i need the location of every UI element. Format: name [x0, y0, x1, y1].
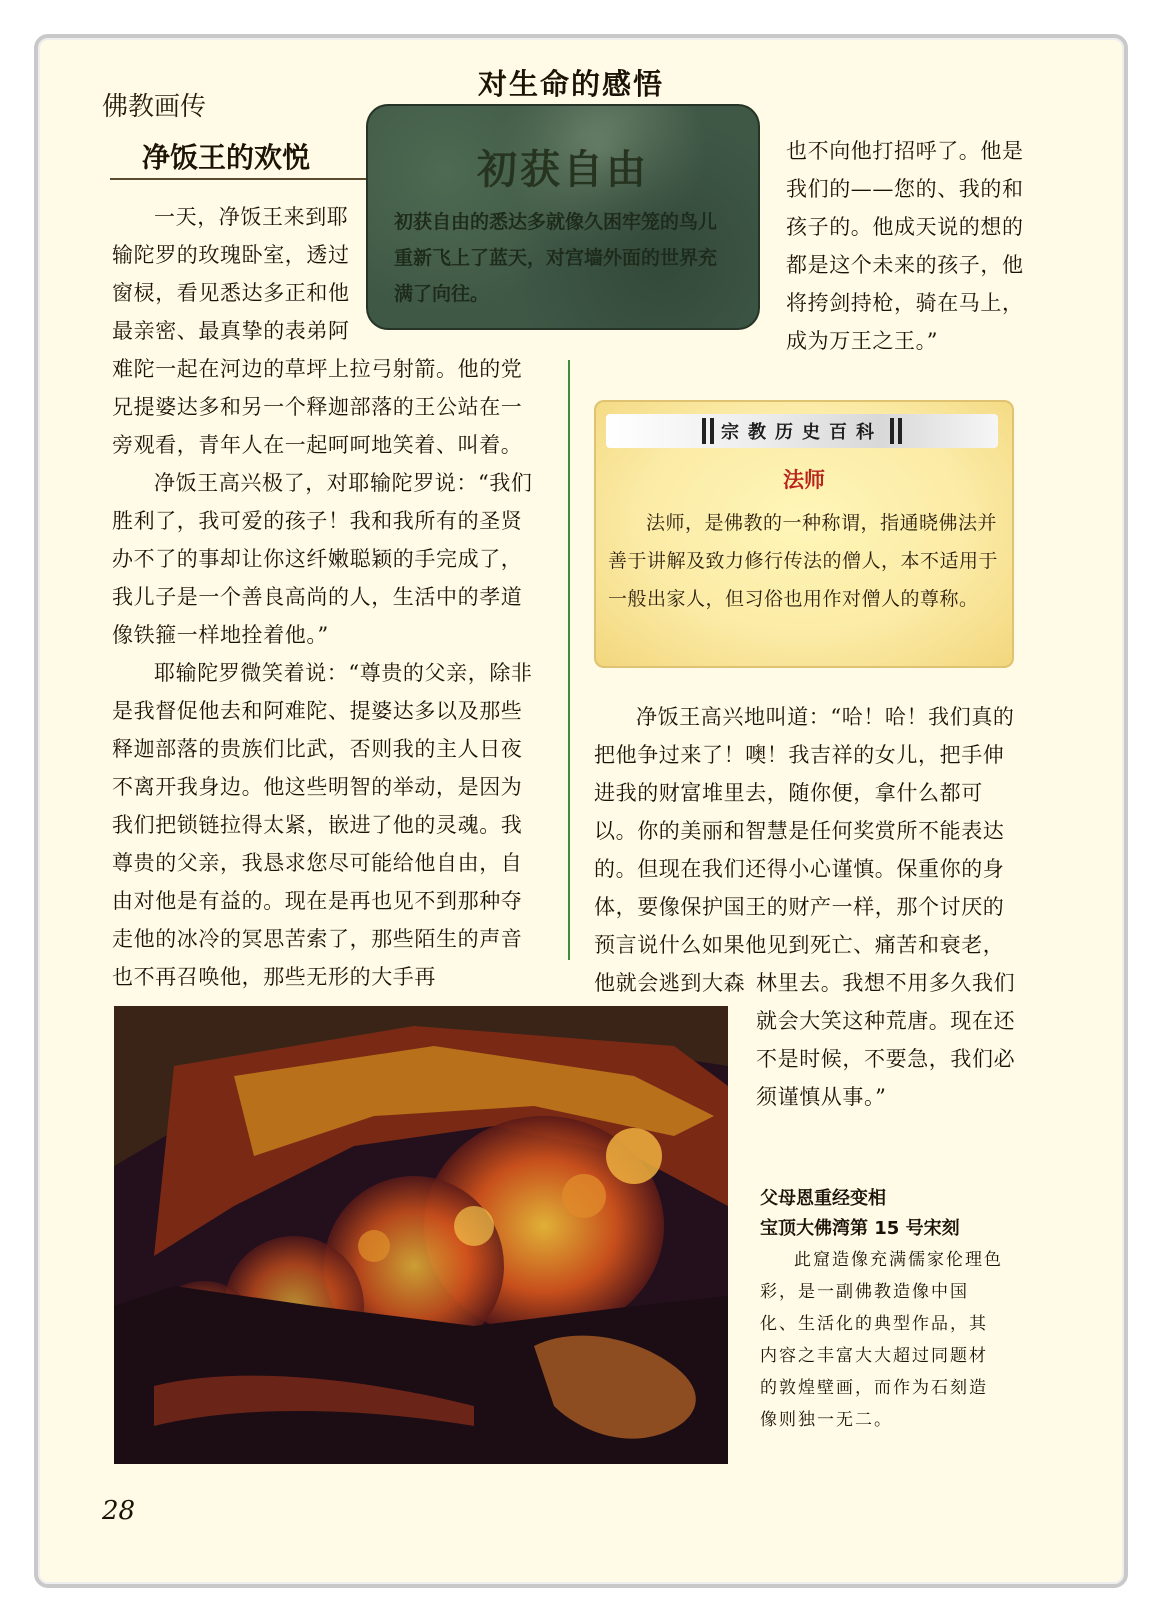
paragraph-1-continued: 难陀一起在河边的草坪上拉弓射箭。他的党兄提婆达多和另一个释迦部落的王公站在一旁观看，青年人在一起呵呵地笑着、叫着。 — [112, 357, 523, 457]
right-top-text: 也不向他打招呼了。他是我们的——您的、我的和孩子的。他成天说的想的都是这个未来的孩子，他将挎剑持枪，骑在马上，成为万王之王。” — [786, 139, 1024, 353]
chapter-title: 对生命的感悟 — [478, 67, 665, 101]
photo-caption — [760, 1184, 1004, 1436]
paragraph-intro: 一天，净饭王来到耶输陀罗的玫瑰卧室，透过窗棂，看见悉达多正和他最亲密、最真挚的表弟阿 — [112, 205, 350, 343]
left-column — [112, 350, 542, 996]
right-lower-block — [594, 698, 1024, 1002]
sidebar-banner-text: 宗教历史百科 — [721, 422, 883, 443]
book-title: 佛教画传 — [102, 92, 207, 122]
right-tail-block — [756, 964, 1024, 1116]
paragraph-2: 净饭王高兴极了，对耶输陀罗说：“我们胜利了，我可爱的孩子！我和我所有的圣贤办不了的事却让你这纤嫩聪颖的手完成了，我儿子是一个善良高尚的人，生活中的孝道像铁箍一样地拴着他。” — [112, 471, 533, 647]
feature-title-box — [366, 104, 760, 330]
feature-summary: 初获自由的悉达多就像久困牢笼的鸟儿重新飞上了蓝天，对宫墙外面的世界充满了向往。 — [394, 211, 718, 305]
rock-carving-photo — [114, 1006, 728, 1464]
column-divider — [568, 360, 570, 960]
sidebar-term: 法师 — [783, 467, 825, 492]
feature-title: 初获自由 — [477, 146, 649, 193]
caption-body: 此窟造像充满儒家伦理色彩，是一副佛教造像中国化、生活化的典型作品，其内容之丰富大大超过同题材的敦煌壁画，而作为石刻造像则独一无二。 — [760, 1250, 1003, 1430]
caption-title-1: 父母恩重经变相 — [760, 1188, 886, 1209]
heading-underline — [110, 178, 378, 180]
rock-carving-image — [114, 1006, 728, 1464]
section-heading: 净饭王的欢悦 — [142, 141, 311, 174]
paragraph-right-tail: 林里去。我想不用多久我们就会大笑这种荒唐。现在还不是时候，不要急，我们必须谨慎从事。” — [756, 971, 1016, 1109]
paragraph-3: 耶输陀罗微笑着说：“尊贵的父亲，除非是我督促他去和阿难陀、提婆达多以及那些释迦部落的贵族们比武，否则我的主人日夜不离开我身边。他这些明智的举动，是因为我们把锁链拉得太紧，嵌进了他的灵魂。我尊贵的父亲，我恳求您尽可能给他自由，自由对他是有益的。现在是再也见不到那种夺走他的冰冷的冥思苦索了，那些陌生的声音也不再召唤他，那些无形的大手再 — [112, 661, 533, 989]
page-number: 28 — [102, 1496, 136, 1526]
paragraph-right-lower: 净饭王高兴地叫道：“哈！哈！我们真的把他争过来了！噢！我吉祥的女儿，把手伸进我的财富堆里去，随你便，拿什么都可以。你的美丽和智慧是任何奖赏所不能表达的。但现在我们还得小心谨慎。保重你的身体，要像保护国王的财产一样，那个讨厌的预言说什么如果他见到死亡、痛苦和衰老，他就会逃到大森 — [594, 705, 1015, 995]
caption-title-2: 宝顶大佛湾第 15 号宋刻 — [760, 1218, 960, 1239]
right-top-block — [786, 132, 1026, 360]
sidebar-description: 法师，是佛教的一种称谓，指通晓佛法并善于讲解及致力修行传法的僧人，本不适用于一般出家人，但习俗也用作对僧人的尊称。 — [608, 512, 999, 610]
left-intro-block — [112, 198, 350, 350]
encyclopedia-sidebar — [594, 400, 1014, 668]
sidebar-banner — [606, 414, 998, 448]
page-frame — [34, 34, 1128, 1588]
